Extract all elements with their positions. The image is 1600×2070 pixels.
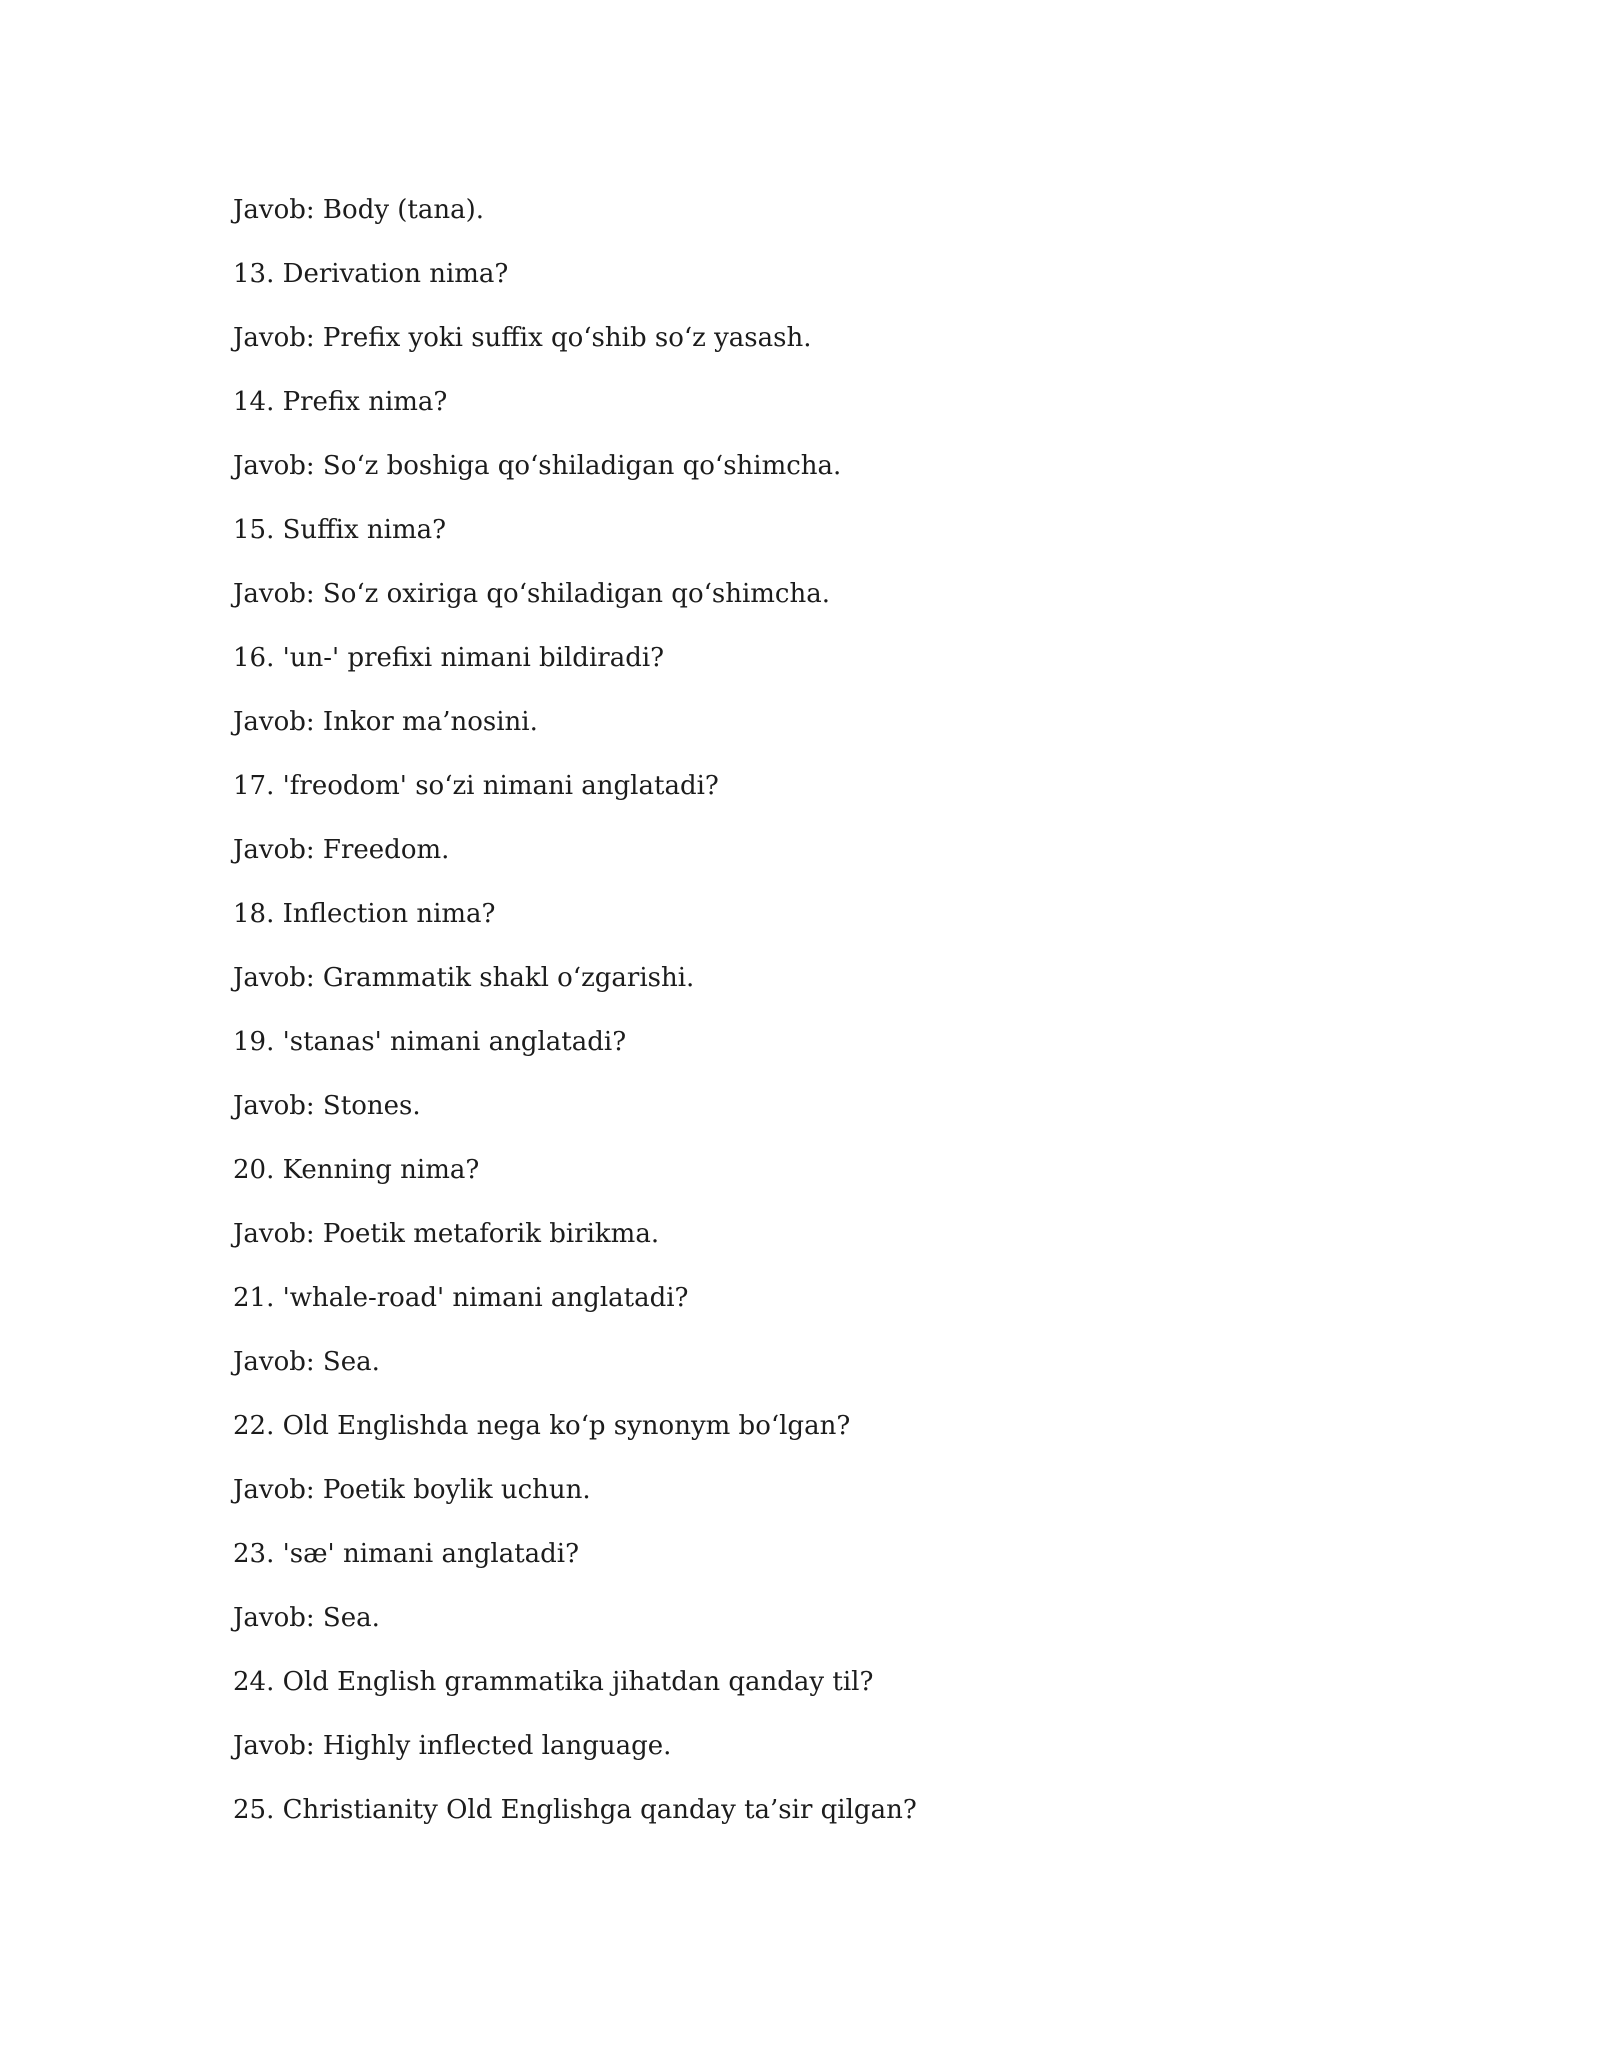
answer-line: Javob: Sea.: [233, 1347, 380, 1377]
answer-line: Javob: Freedom.: [233, 835, 450, 865]
answer-line: Javob: Prefix yoki suffix qo‘shib so‘z yasash.: [233, 323, 812, 353]
answer-line: Javob: Stones.: [233, 1091, 421, 1121]
answer-line: Javob: Body (tana).: [233, 195, 485, 225]
question-line: 17. 'freodom' so‘zi nimani anglatadi?: [233, 771, 719, 801]
question-line: 18. Inflection nima?: [233, 899, 496, 929]
question-line: 20. Kenning nima?: [233, 1155, 480, 1185]
question-line: 24. Old English grammatika jihatdan qanday til?: [233, 1667, 874, 1697]
question-line: 13. Derivation nima?: [233, 259, 509, 289]
answer-line: Javob: Highly inflected language.: [233, 1731, 672, 1761]
answer-line: Javob: Inkor ma’nosini.: [233, 707, 538, 737]
question-line: 22. Old Englishda nega ko‘p synonym bo‘lgan?: [233, 1411, 851, 1441]
question-line: 23. 'sæ' nimani anglatadi?: [233, 1539, 580, 1569]
answer-line: Javob: Poetik metaforik birikma.: [233, 1219, 660, 1249]
question-line: 19. 'stanas' nimani anglatadi?: [233, 1027, 627, 1057]
question-line: 14. Prefix nima?: [233, 387, 448, 417]
answer-line: Javob: So‘z boshiga qo‘shiladigan qo‘shimcha.: [233, 451, 842, 481]
answer-line: Javob: Sea.: [233, 1603, 380, 1633]
answer-line: Javob: Poetik boylik uchun.: [233, 1475, 591, 1505]
question-line: 15. Suffix nima?: [233, 515, 447, 545]
question-line: 16. 'un-' prefixi nimani bildiradi?: [233, 643, 665, 673]
question-line: 21. 'whale-road' nimani anglatadi?: [233, 1283, 689, 1313]
question-line: 25. Christianity Old Englishga qanday ta’sir qilgan?: [233, 1795, 917, 1825]
answer-line: Javob: Grammatik shakl o‘zgarishi.: [233, 963, 695, 993]
qa-list: [233, 178, 1433, 1842]
answer-line: Javob: So‘z oxiriga qo‘shiladigan qo‘shimcha.: [233, 579, 830, 609]
